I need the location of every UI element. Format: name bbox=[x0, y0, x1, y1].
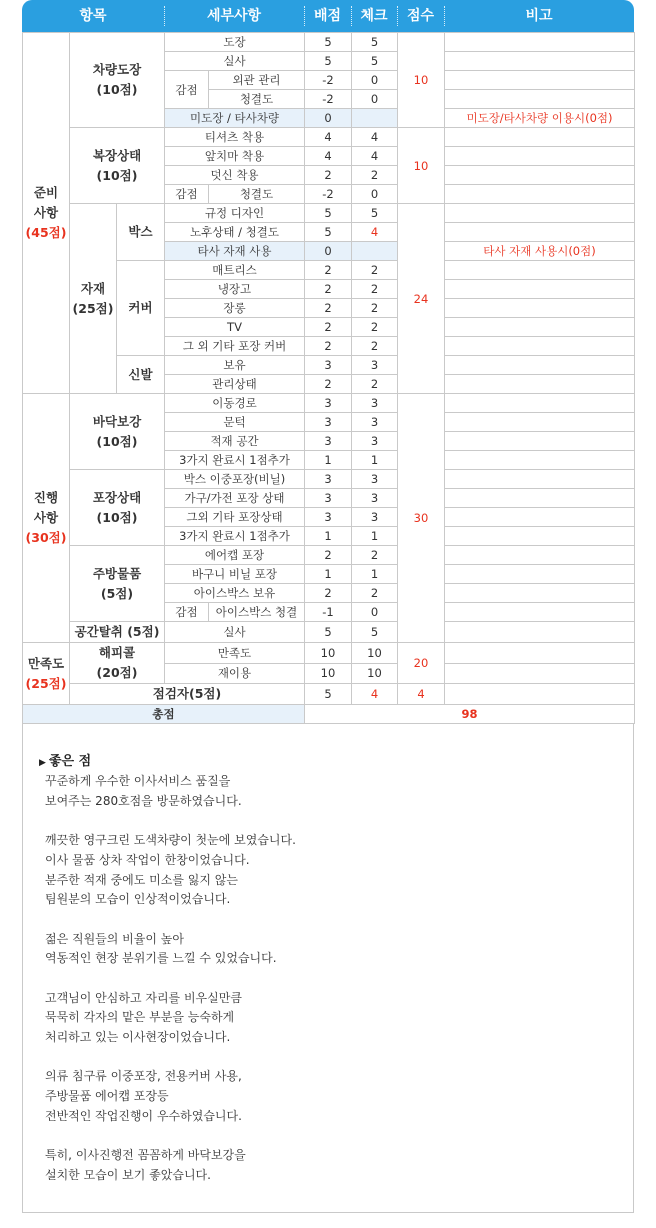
group-progress bbox=[23, 394, 70, 643]
detail-cell: 청결도 bbox=[209, 90, 305, 109]
points-cell: 2 bbox=[305, 166, 352, 185]
table-row bbox=[23, 33, 635, 52]
comment-line: 역동적인 현장 분위기를 느낄 수 있었습니다. bbox=[45, 951, 277, 966]
comment-body bbox=[45, 772, 296, 1205]
points-cell: 0 bbox=[305, 109, 352, 128]
check-cell: 3 bbox=[352, 470, 398, 489]
note-cell bbox=[445, 185, 635, 204]
check-cell: 3 bbox=[352, 508, 398, 527]
check-cell: 4 bbox=[352, 147, 398, 166]
note-cell bbox=[445, 546, 635, 565]
note-cell bbox=[445, 204, 635, 223]
points-cell: 5 bbox=[305, 52, 352, 71]
score-cell: 4 bbox=[398, 684, 445, 705]
section-label: 복장상태 bbox=[92, 147, 142, 163]
check-cell: 3 bbox=[352, 432, 398, 451]
section-inspector: 점검자(5점) bbox=[70, 684, 305, 705]
comment-line: 주방물품 에어캡 포장등 bbox=[45, 1089, 169, 1104]
points-cell: 2 bbox=[305, 299, 352, 318]
note-cell bbox=[445, 223, 635, 242]
note-cell bbox=[445, 90, 635, 109]
comment-paragraph bbox=[45, 989, 296, 1048]
note-cell bbox=[445, 394, 635, 413]
section-packing bbox=[70, 470, 165, 546]
note-cell bbox=[445, 147, 635, 166]
points-cell: 3 bbox=[305, 356, 352, 375]
section-happy-call bbox=[70, 643, 165, 684]
note-cell: 타사 자재 사용시(0점) bbox=[445, 242, 635, 261]
check-cell: 5 bbox=[352, 52, 398, 71]
check-cell: 2 bbox=[352, 280, 398, 299]
triangle-bullet-icon: ▶ bbox=[39, 758, 46, 768]
points-cell: -1 bbox=[305, 603, 352, 622]
check-cell: 2 bbox=[352, 166, 398, 185]
detail-cell: 외관 관리 bbox=[209, 71, 305, 90]
section-materials bbox=[70, 204, 117, 394]
detail-cell: 아이스박스 보유 bbox=[165, 584, 305, 603]
points-cell: 1 bbox=[305, 527, 352, 546]
detail-cell: 보유 bbox=[165, 356, 305, 375]
deduct-label: 감점 bbox=[165, 71, 209, 109]
comment-line: 묵묵히 각자의 맡은 부분을 능숙하게 bbox=[45, 1010, 235, 1025]
note-cell bbox=[445, 643, 635, 664]
score-cell: 20 bbox=[398, 643, 445, 684]
group-label: 준비 사항 bbox=[33, 185, 59, 220]
check-cell: 2 bbox=[352, 299, 398, 318]
points-cell: 4 bbox=[305, 147, 352, 166]
points-cell: -2 bbox=[305, 185, 352, 204]
comment-line: 설치한 모습이 보기 좋았습니다. bbox=[45, 1167, 211, 1182]
group-label: 만족도 bbox=[27, 655, 65, 671]
check-cell: 0 bbox=[352, 71, 398, 90]
points-cell: 2 bbox=[305, 280, 352, 299]
detail-cell: 앞치마 착용 bbox=[165, 147, 305, 166]
group-label: 진행 사항 bbox=[33, 490, 59, 525]
points-cell: 2 bbox=[305, 584, 352, 603]
points-cell: -2 bbox=[305, 90, 352, 109]
header-check: 체크 bbox=[360, 8, 388, 24]
check-cell: 10 bbox=[352, 663, 398, 684]
detail-cell: 미도장 / 타사차량 bbox=[165, 109, 305, 128]
note-cell bbox=[445, 280, 635, 299]
points-cell: 5 bbox=[305, 204, 352, 223]
points-cell: 2 bbox=[305, 546, 352, 565]
detail-cell: 타사 자재 사용 bbox=[165, 242, 305, 261]
table-row bbox=[23, 128, 635, 147]
group-points: (45점) bbox=[25, 225, 67, 240]
comment-line: 보여주는 280호점을 방문하였습니다. bbox=[45, 793, 242, 808]
check-cell: 0 bbox=[352, 90, 398, 109]
points-cell: 5 bbox=[305, 622, 352, 643]
points-cell: 10 bbox=[305, 643, 352, 664]
section-vehicle bbox=[70, 33, 165, 128]
comment-line: 특히, 이사진행전 꼼꼼하게 바닥보강을 bbox=[45, 1148, 246, 1163]
detail-cell: 가구/가전 포장 상태 bbox=[165, 489, 305, 508]
detail-cell: 덧신 착용 bbox=[165, 166, 305, 185]
comment-line: 의류 침구류 이중포장, 전용커버 사용, bbox=[45, 1069, 242, 1084]
points-cell: 2 bbox=[305, 261, 352, 280]
section-points: (5점) bbox=[100, 585, 134, 601]
comment-line: 팀원분의 모습이 인상적이었습니다. bbox=[45, 892, 231, 907]
subsection-cover: 커버 bbox=[117, 261, 165, 356]
note-cell bbox=[445, 166, 635, 185]
points-cell: 2 bbox=[305, 337, 352, 356]
total-value: 98 bbox=[305, 705, 635, 724]
points-cell: 5 bbox=[305, 223, 352, 242]
note-cell bbox=[445, 470, 635, 489]
detail-cell: 문턱 bbox=[165, 413, 305, 432]
note-cell bbox=[445, 52, 635, 71]
section-label: 해피콜 bbox=[98, 645, 136, 660]
detail-cell: 에어캡 포장 bbox=[165, 546, 305, 565]
note-cell bbox=[445, 603, 635, 622]
comment-line: 전반적인 작업진행이 우수하였습니다. bbox=[45, 1108, 242, 1123]
points-cell: 3 bbox=[305, 413, 352, 432]
score-cell: 24 bbox=[398, 204, 445, 394]
points-cell: 0 bbox=[305, 242, 352, 261]
check-cell bbox=[352, 242, 398, 261]
detail-cell: 박스 이중포장(비닐) bbox=[165, 470, 305, 489]
check-cell: 2 bbox=[352, 318, 398, 337]
section-label: 차량도장 bbox=[92, 62, 142, 77]
detail-cell: 티셔츠 착용 bbox=[165, 128, 305, 147]
total-row bbox=[23, 705, 635, 724]
evaluation-sheet bbox=[22, 0, 634, 1213]
note-cell bbox=[445, 584, 635, 603]
detail-cell: 냉장고 bbox=[165, 280, 305, 299]
note-cell bbox=[445, 663, 635, 684]
subsection-box: 박스 bbox=[117, 204, 165, 261]
detail-cell: 재이용 bbox=[165, 663, 305, 684]
section-points: (20점) bbox=[96, 665, 138, 680]
check-cell: 4 bbox=[352, 684, 398, 705]
check-cell: 1 bbox=[352, 565, 398, 584]
points-cell: 3 bbox=[305, 394, 352, 413]
comment-paragraph bbox=[45, 772, 296, 811]
header-points: 배점 bbox=[313, 8, 342, 24]
score-table bbox=[22, 32, 635, 724]
deduct-label: 감점 bbox=[165, 185, 209, 204]
points-cell: 3 bbox=[305, 508, 352, 527]
points-cell: 3 bbox=[305, 432, 352, 451]
table-row bbox=[23, 470, 635, 489]
detail-cell: 3가지 완료시 1점추가 bbox=[165, 527, 305, 546]
points-cell: 5 bbox=[305, 33, 352, 52]
table-row bbox=[23, 546, 635, 565]
detail-cell: 만족도 bbox=[165, 643, 305, 664]
section-uniform bbox=[70, 128, 165, 204]
check-cell: 2 bbox=[352, 337, 398, 356]
note-cell bbox=[445, 318, 635, 337]
points-cell: 5 bbox=[305, 684, 352, 705]
check-cell: 5 bbox=[352, 622, 398, 643]
deduct-label: 감점 bbox=[165, 603, 209, 622]
note-cell bbox=[445, 261, 635, 280]
score-cell: 30 bbox=[398, 394, 445, 643]
points-cell: 1 bbox=[305, 565, 352, 584]
check-cell: 2 bbox=[352, 261, 398, 280]
header-note: 비고 bbox=[525, 8, 553, 24]
comment-line: 꾸준하게 우수한 이사서비스 품질을 bbox=[45, 774, 231, 788]
points-cell: -2 bbox=[305, 71, 352, 90]
note-cell bbox=[445, 299, 635, 318]
check-cell: 2 bbox=[352, 375, 398, 394]
check-cell: 1 bbox=[352, 451, 398, 470]
note-cell bbox=[445, 33, 635, 52]
section-floor bbox=[70, 394, 165, 470]
header-item: 항목 bbox=[79, 8, 107, 24]
table-row bbox=[23, 643, 635, 664]
section-points: (25점) bbox=[72, 300, 114, 316]
note-cell bbox=[445, 128, 635, 147]
table-row bbox=[23, 622, 635, 643]
section-kitchen bbox=[70, 546, 165, 622]
check-cell: 3 bbox=[352, 489, 398, 508]
detail-cell: 그 외 기타 포장 커버 bbox=[165, 337, 305, 356]
note-cell bbox=[445, 527, 635, 546]
check-cell: 2 bbox=[352, 546, 398, 565]
section-label: 주방물품 bbox=[92, 565, 142, 581]
check-cell: 3 bbox=[352, 356, 398, 375]
comment-line: 고객님이 안심하고 자리를 비우실만큼 bbox=[45, 990, 242, 1005]
comment-box bbox=[22, 724, 634, 1213]
detail-cell: 이동경로 bbox=[165, 394, 305, 413]
points-cell: 1 bbox=[305, 451, 352, 470]
detail-cell: 적재 공간 bbox=[165, 432, 305, 451]
header-detail: 세부사항 bbox=[206, 8, 262, 24]
note-cell bbox=[445, 622, 635, 643]
subsection-shoes: 신발 bbox=[117, 356, 165, 394]
comment-paragraph bbox=[45, 1146, 296, 1185]
note-cell bbox=[445, 356, 635, 375]
group-points: (25점) bbox=[25, 675, 67, 691]
comment-paragraph bbox=[45, 831, 296, 910]
detail-cell: 아이스박스 청결 bbox=[209, 603, 305, 622]
note-cell bbox=[445, 71, 635, 90]
detail-cell: 매트리스 bbox=[165, 261, 305, 280]
detail-cell: TV bbox=[165, 318, 305, 337]
check-cell: 1 bbox=[352, 527, 398, 546]
group-points: (30점) bbox=[25, 530, 67, 545]
table-row bbox=[23, 684, 635, 705]
check-cell: 5 bbox=[352, 33, 398, 52]
comment-paragraph bbox=[45, 1067, 296, 1126]
detail-cell: 실사 bbox=[165, 52, 305, 71]
check-cell bbox=[352, 109, 398, 128]
check-cell: 3 bbox=[352, 394, 398, 413]
note-cell bbox=[445, 684, 635, 705]
section-points: (10점) bbox=[96, 82, 138, 97]
group-satisfaction bbox=[23, 643, 70, 705]
comment-line: 젊은 직원들의 비율이 높아 bbox=[45, 931, 184, 946]
comment-line: 이사 물품 상차 작업이 한창이었습니다. bbox=[45, 852, 250, 867]
check-cell: 2 bbox=[352, 584, 398, 603]
table-row bbox=[23, 394, 635, 413]
detail-cell: 관리상태 bbox=[165, 375, 305, 394]
detail-cell: 장롱 bbox=[165, 299, 305, 318]
check-cell: 0 bbox=[352, 603, 398, 622]
note-cell bbox=[445, 489, 635, 508]
comment-title bbox=[39, 750, 91, 769]
note-cell bbox=[445, 337, 635, 356]
score-cell: 10 bbox=[398, 33, 445, 128]
section-points: (10점) bbox=[96, 167, 138, 183]
check-cell: 0 bbox=[352, 185, 398, 204]
note-cell bbox=[445, 565, 635, 584]
points-cell: 2 bbox=[305, 318, 352, 337]
check-cell: 10 bbox=[352, 643, 398, 664]
detail-cell: 청결도 bbox=[209, 185, 305, 204]
comment-paragraph bbox=[45, 930, 296, 969]
note-cell: 미도장/타사차량 이용시(0점) bbox=[445, 109, 635, 128]
detail-cell: 3가지 완료시 1점추가 bbox=[165, 451, 305, 470]
detail-cell: 그외 기타 포장상태 bbox=[165, 508, 305, 527]
section-points: (10점) bbox=[96, 509, 138, 525]
points-cell: 10 bbox=[305, 663, 352, 684]
points-cell: 3 bbox=[305, 470, 352, 489]
total-label: 총점 bbox=[23, 705, 305, 724]
header-score: 점수 bbox=[406, 8, 435, 24]
check-cell: 5 bbox=[352, 204, 398, 223]
section-cleanup: 공간탈취 (5점) bbox=[70, 622, 165, 643]
section-points: (10점) bbox=[96, 433, 138, 449]
section-label: 포장상태 bbox=[92, 489, 142, 505]
comment-line: 분주한 적재 중에도 미소를 잃지 않는 bbox=[45, 872, 238, 887]
check-cell: 3 bbox=[352, 413, 398, 432]
table-header bbox=[22, 0, 634, 32]
section-label: 자재 bbox=[80, 280, 106, 296]
group-prep bbox=[23, 33, 70, 394]
detail-cell: 도장 bbox=[165, 33, 305, 52]
section-label: 바닥보강 bbox=[92, 413, 142, 429]
check-cell: 4 bbox=[352, 128, 398, 147]
comment-line: 깨끗한 영구크린 도색차량이 첫눈에 보였습니다. bbox=[45, 833, 296, 848]
table-row bbox=[23, 204, 635, 223]
detail-cell: 규정 디자인 bbox=[165, 204, 305, 223]
detail-cell: 바구니 비닐 포장 bbox=[165, 565, 305, 584]
note-cell bbox=[445, 432, 635, 451]
detail-cell: 실사 bbox=[165, 622, 305, 643]
note-cell bbox=[445, 451, 635, 470]
check-cell: 4 bbox=[352, 223, 398, 242]
comment-title-text: 좋은 점 bbox=[48, 754, 92, 769]
note-cell bbox=[445, 413, 635, 432]
comment-line: 처리하고 있는 이사현장이었습니다. bbox=[45, 1030, 231, 1045]
note-cell bbox=[445, 375, 635, 394]
points-cell: 4 bbox=[305, 128, 352, 147]
detail-cell: 노후상태 / 청결도 bbox=[165, 223, 305, 242]
points-cell: 2 bbox=[305, 375, 352, 394]
points-cell: 3 bbox=[305, 489, 352, 508]
score-cell: 10 bbox=[398, 128, 445, 204]
note-cell bbox=[445, 508, 635, 527]
